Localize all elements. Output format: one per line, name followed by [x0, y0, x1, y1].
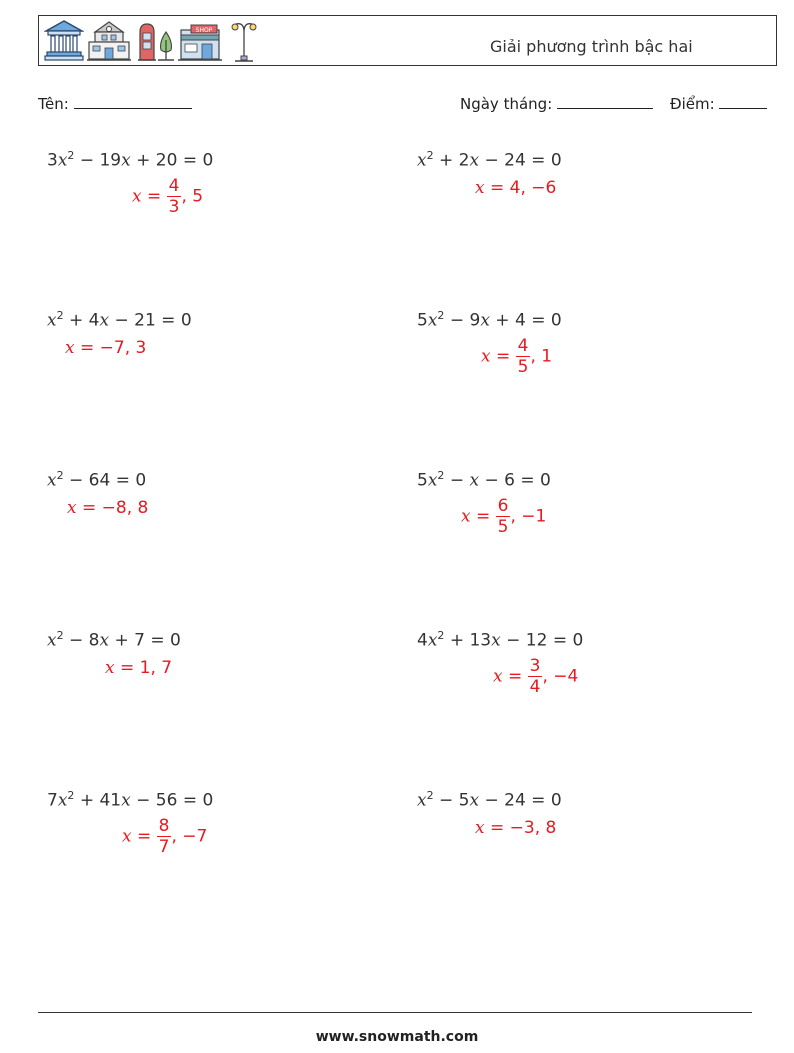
worksheet-title: Giải phương trình bậc hai: [490, 37, 693, 56]
constant-c: 24: [504, 790, 526, 811]
street-lamp-icon: [227, 18, 261, 64]
operator: −: [74, 150, 100, 171]
constant-c: 24: [504, 150, 526, 171]
equals-zero: = 0: [155, 310, 192, 331]
answer-rest: , −7: [171, 826, 208, 847]
exponent: 2: [426, 789, 434, 802]
constant-c: 21: [134, 310, 156, 331]
footer-divider: [38, 1012, 752, 1013]
fraction: [528, 656, 543, 697]
answer: [67, 498, 148, 518]
fraction-numerator: 4: [168, 176, 180, 196]
operator: −: [479, 150, 505, 171]
exponent: 2: [67, 149, 75, 162]
operator: −: [130, 790, 156, 811]
variable-x: x: [427, 310, 438, 331]
exponent: 2: [437, 469, 445, 482]
answer-variable: x: [475, 818, 485, 838]
coef-b: 8: [88, 630, 100, 651]
variable-x: x: [469, 470, 480, 491]
exponent: 2: [437, 629, 445, 642]
answer: [475, 818, 556, 838]
problem-equation: [417, 309, 562, 331]
operator: +: [109, 630, 135, 651]
fraction-numerator: 8: [158, 816, 170, 836]
answer-rest: , −4: [542, 666, 579, 687]
answer-variable: x: [105, 658, 115, 678]
variable-x: x: [47, 470, 57, 491]
operator: +: [433, 150, 459, 171]
coef-b: 41: [99, 790, 122, 811]
coef-b: 5: [458, 790, 470, 811]
phone-booth-icon: [137, 18, 157, 64]
equals-zero: = 0: [514, 470, 551, 491]
exponent: 2: [56, 309, 64, 322]
problem-equation: [417, 629, 583, 651]
date-field: [460, 94, 653, 113]
operator: −: [479, 470, 505, 491]
answer-variable: x: [461, 506, 471, 527]
operator: +: [489, 310, 515, 331]
fraction: [157, 816, 172, 857]
worksheet-header: [38, 15, 777, 66]
coef-a: 4: [417, 630, 428, 651]
fraction: [496, 496, 511, 537]
answer-values: −8, 8: [101, 498, 149, 518]
answer: [132, 176, 203, 217]
answer: [122, 816, 207, 857]
answer-equals: =: [502, 666, 528, 687]
shop-sign: SHOP: [195, 27, 213, 34]
variable-x: x: [427, 630, 438, 651]
operator: −: [444, 470, 470, 491]
constant-c: 6: [504, 470, 515, 491]
variable-x: x: [427, 470, 438, 491]
fraction-denominator: 4: [529, 677, 541, 697]
coef-a: 5: [417, 310, 428, 331]
answer: [493, 656, 578, 697]
fraction-denominator: 3: [168, 197, 180, 217]
answer-equals: =: [470, 506, 496, 527]
answer-equals: =: [76, 498, 102, 518]
fraction: [516, 336, 531, 377]
exponent: 2: [56, 629, 64, 642]
constant-c: 7: [134, 630, 145, 651]
answer-values: −7, 3: [99, 338, 147, 358]
variable-x: x: [99, 310, 110, 331]
fraction-denominator: 5: [497, 517, 509, 537]
operator: −: [433, 790, 459, 811]
operator: −: [479, 790, 505, 811]
answer: [65, 338, 146, 358]
equals-zero: = 0: [144, 630, 181, 651]
equals-zero: = 0: [525, 310, 562, 331]
variable-x: x: [121, 790, 131, 811]
variable-x: x: [99, 630, 110, 651]
answer-variable: x: [122, 826, 132, 847]
answer-equals: =: [490, 346, 516, 367]
footer-url: www.snowmath.com: [315, 1029, 479, 1045]
fraction-numerator: 3: [529, 656, 541, 676]
coef-b: 9: [469, 310, 481, 331]
coef-b: 13: [469, 630, 492, 651]
coef-b: 4: [88, 310, 100, 331]
answer-variable: x: [67, 498, 77, 518]
variable-x: x: [417, 150, 427, 171]
answer: [461, 496, 546, 537]
problem-equation: [47, 149, 213, 171]
exponent: 2: [56, 469, 64, 482]
answer-variable: x: [493, 666, 503, 687]
answer-rest: , 1: [530, 346, 553, 367]
equals-zero: = 0: [547, 630, 584, 651]
answer-variable: x: [481, 346, 491, 367]
operator: +: [444, 630, 470, 651]
variable-x: x: [417, 790, 427, 811]
shop-icon: [178, 18, 222, 64]
date-blank: [557, 94, 653, 109]
answer-equals: =: [141, 186, 167, 207]
variable-x: x: [469, 150, 480, 171]
operator: +: [130, 150, 156, 171]
exponent: 2: [426, 149, 434, 162]
variable-x: x: [47, 310, 57, 331]
coef-a: 7: [47, 790, 58, 811]
problem-equation: [417, 469, 551, 491]
answer-equals: =: [484, 178, 510, 198]
equals-zero: = 0: [177, 150, 214, 171]
school-icon: [87, 18, 131, 64]
problem-equation: [47, 789, 213, 811]
answer-rest: , 5: [181, 186, 204, 207]
constant-c: 56: [155, 790, 178, 811]
fraction-denominator: 7: [158, 837, 170, 857]
equals-zero: = 0: [525, 150, 562, 171]
operator: −: [109, 310, 135, 331]
name-blank: [74, 94, 192, 109]
answer-rest: , −1: [510, 506, 547, 527]
answer-variable: x: [65, 338, 75, 358]
operator: −: [63, 470, 89, 491]
variable-x: x: [491, 630, 501, 651]
variable-x: x: [57, 790, 68, 811]
operator: −: [500, 630, 526, 651]
equals-zero: = 0: [110, 470, 147, 491]
fraction-numerator: 6: [497, 496, 509, 516]
fraction: [167, 176, 182, 217]
answer-equals: =: [74, 338, 100, 358]
coef-a: 3: [47, 150, 58, 171]
fraction-denominator: 5: [517, 357, 529, 377]
variable-x: x: [57, 150, 68, 171]
problem-equation: [417, 789, 562, 811]
constant-c: 4: [514, 310, 526, 331]
exponent: 2: [67, 789, 75, 802]
variable-x: x: [47, 630, 57, 651]
name-label: Tên:: [38, 95, 69, 113]
bank-icon: [44, 18, 84, 64]
problem-equation: [47, 469, 146, 491]
answer-values: 1, 7: [139, 658, 173, 678]
coef-b: 19: [99, 150, 122, 171]
exponent: 2: [437, 309, 445, 322]
name-field: [38, 94, 192, 113]
score-blank: [719, 94, 767, 109]
answer-equals: =: [484, 818, 510, 838]
problem-equation: [47, 309, 192, 331]
answer-equals: =: [114, 658, 140, 678]
answer-values: 4, −6: [509, 178, 557, 198]
answer: [105, 658, 172, 678]
score-label: Điểm:: [670, 95, 715, 113]
answer-variable: x: [132, 186, 142, 207]
variable-x: x: [121, 150, 131, 171]
operator: +: [74, 790, 100, 811]
score-field: [670, 94, 767, 113]
constant-c: 20: [155, 150, 178, 171]
variable-x: x: [469, 790, 480, 811]
operator: −: [63, 630, 89, 651]
problem-equation: [47, 629, 181, 651]
fraction-numerator: 4: [517, 336, 529, 356]
tree-icon: [157, 18, 175, 64]
constant-c: 12: [525, 630, 548, 651]
operator: −: [444, 310, 470, 331]
answer-equals: =: [131, 826, 157, 847]
coef-a: 5: [417, 470, 428, 491]
answer-values: −3, 8: [509, 818, 557, 838]
variable-x: x: [480, 310, 490, 331]
answer: [481, 336, 552, 377]
answer: [475, 178, 556, 198]
equals-zero: = 0: [525, 790, 562, 811]
date-label: Ngày tháng:: [460, 95, 553, 113]
coef-b: 2: [458, 150, 470, 171]
answer-variable: x: [475, 178, 485, 198]
equals-zero: = 0: [177, 790, 214, 811]
operator: +: [63, 310, 89, 331]
constant-c: 64: [88, 470, 111, 491]
problem-equation: [417, 149, 562, 171]
